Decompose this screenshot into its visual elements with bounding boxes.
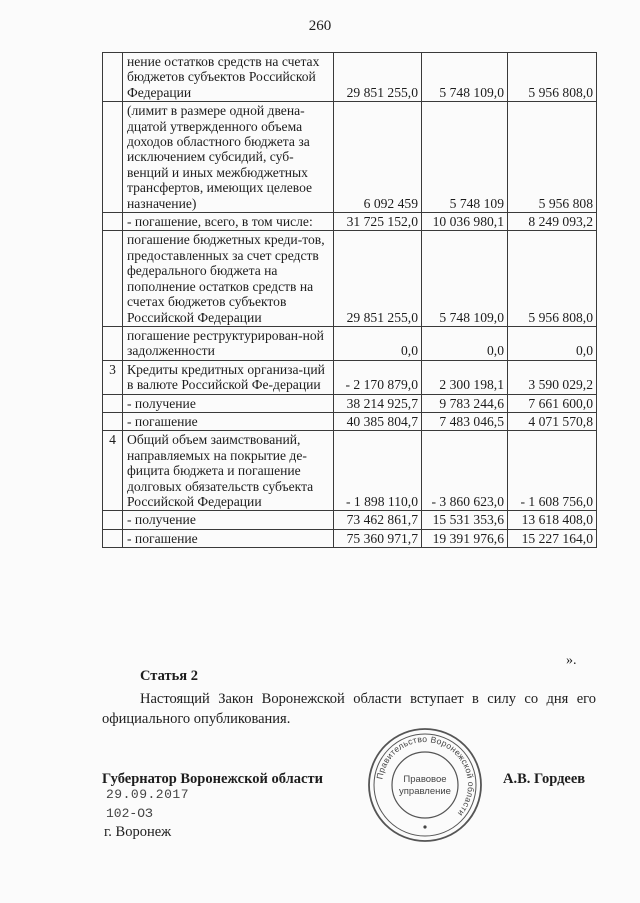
table-row <box>103 360 597 394</box>
value-year-2-cell: 10 036 980,1 <box>422 213 508 231</box>
value-year-1-cell: - 2 170 879,0 <box>334 360 422 394</box>
page-number: 260 <box>308 18 332 34</box>
table-row <box>103 326 597 360</box>
value-year-1-cell: 73 462 861,7 <box>334 511 422 529</box>
row-number-cell <box>103 231 123 326</box>
table-row <box>103 231 597 326</box>
value-year-2-cell: 15 531 353,6 <box>422 511 508 529</box>
value-year-3-cell: - 1 608 756,0 <box>508 431 597 511</box>
row-number-cell <box>103 412 123 430</box>
seal-center-text-1: Правовое <box>403 774 447 785</box>
table-row <box>103 213 597 231</box>
row-description-cell: - погашение <box>123 412 334 430</box>
row-description-cell: Кредиты кредитных организа-ций в валюте Российской Фе-дерации <box>123 360 334 394</box>
value-year-3-cell: 8 249 093,2 <box>508 213 597 231</box>
closing-quote-mark: ». <box>566 653 577 668</box>
row-number-cell <box>103 394 123 412</box>
seal-dot <box>423 825 426 828</box>
value-year-1-cell: 31 725 152,0 <box>334 213 422 231</box>
row-description-cell: - погашение, всего, в том числе: <box>123 213 334 231</box>
value-year-2-cell: 9 783 244,6 <box>422 394 508 412</box>
official-seal <box>365 725 485 845</box>
table-row <box>103 412 597 430</box>
table-body <box>103 53 597 548</box>
row-number-cell <box>103 53 123 102</box>
value-year-3-cell: 3 590 029,2 <box>508 360 597 394</box>
row-description-cell: нение остатков средств на счетах бюджетов субъектов Российской Федерации <box>123 53 334 102</box>
value-year-3-cell: 5 956 808,0 <box>508 53 597 102</box>
governor-title: Губернатор Воронежской области <box>102 771 323 787</box>
article-title: Статья 2 <box>140 668 198 684</box>
row-description-cell: - получение <box>123 511 334 529</box>
row-number-cell <box>103 102 123 213</box>
governor-name: А.В. Гордеев <box>503 771 586 787</box>
row-description-cell: погашение бюджетных креди-тов, предоставленных за счет средств федерального бюджета на пополнение остатков средств на счетах бюджетов субъектов Российской Федерации <box>123 231 334 326</box>
value-year-2-cell: 5 748 109 <box>422 102 508 213</box>
table-row <box>103 394 597 412</box>
row-description-cell: - получение <box>123 394 334 412</box>
seal-ring-text: Правительство Воронежской области <box>374 733 477 819</box>
value-year-3-cell: 5 956 808 <box>508 102 597 213</box>
row-description-cell: Общий объем заимствований, направляемых на покрытие де-фицита бюджета и погашение долговых обязательств субъекта Российской Федерации <box>123 431 334 511</box>
row-description-cell: (лимит в размере одной двена-дцатой утвержденного объема доходов областного бюджета за исключением субсидий, суб-венций и иных межбюджетных трансфертов, имеющих целевое назначение) <box>123 102 334 213</box>
value-year-2-cell: - 3 860 623,0 <box>422 431 508 511</box>
row-description-cell: погашение реструктурирован-ной задолженности <box>123 326 334 360</box>
value-year-1-cell: 38 214 925,7 <box>334 394 422 412</box>
value-year-3-cell: 0,0 <box>508 326 597 360</box>
value-year-2-cell: 5 748 109,0 <box>422 231 508 326</box>
value-year-2-cell: 2 300 198,1 <box>422 360 508 394</box>
registration-number: 102-ОЗ <box>106 806 153 821</box>
table-row <box>103 529 597 547</box>
value-year-1-cell: 40 385 804,7 <box>334 412 422 430</box>
row-description-cell: - погашение <box>123 529 334 547</box>
table-row <box>103 431 597 511</box>
value-year-3-cell: 4 071 570,8 <box>508 412 597 430</box>
value-year-2-cell: 19 391 976,6 <box>422 529 508 547</box>
value-year-3-cell: 13 618 408,0 <box>508 511 597 529</box>
row-number-cell <box>103 511 123 529</box>
seal-center-text-2: управление <box>399 786 451 797</box>
value-year-1-cell: 6 092 459 <box>334 102 422 213</box>
signature-date: 29.09.2017 <box>106 787 190 802</box>
table-row <box>103 102 597 213</box>
value-year-3-cell: 7 661 600,0 <box>508 394 597 412</box>
value-year-3-cell: 15 227 164,0 <box>508 529 597 547</box>
table-row <box>103 511 597 529</box>
table-row <box>103 53 597 102</box>
value-year-2-cell: 5 748 109,0 <box>422 53 508 102</box>
value-year-1-cell: 29 851 255,0 <box>334 231 422 326</box>
value-year-1-cell: 0,0 <box>334 326 422 360</box>
value-year-2-cell: 0,0 <box>422 326 508 360</box>
value-year-3-cell: 5 956 808,0 <box>508 231 597 326</box>
row-number-cell <box>103 213 123 231</box>
article-text: Настоящий Закон Воронежской области вступает в силу со дня его официального опубликования. <box>102 691 596 727</box>
row-number-cell <box>103 529 123 547</box>
signature-city: г. Воронеж <box>104 824 172 840</box>
row-number-cell: 4 <box>103 431 123 511</box>
value-year-1-cell: - 1 898 110,0 <box>334 431 422 511</box>
borrowing-table <box>102 52 597 548</box>
value-year-2-cell: 7 483 046,5 <box>422 412 508 430</box>
row-number-cell <box>103 326 123 360</box>
value-year-1-cell: 29 851 255,0 <box>334 53 422 102</box>
value-year-1-cell: 75 360 971,7 <box>334 529 422 547</box>
row-number-cell: 3 <box>103 360 123 394</box>
